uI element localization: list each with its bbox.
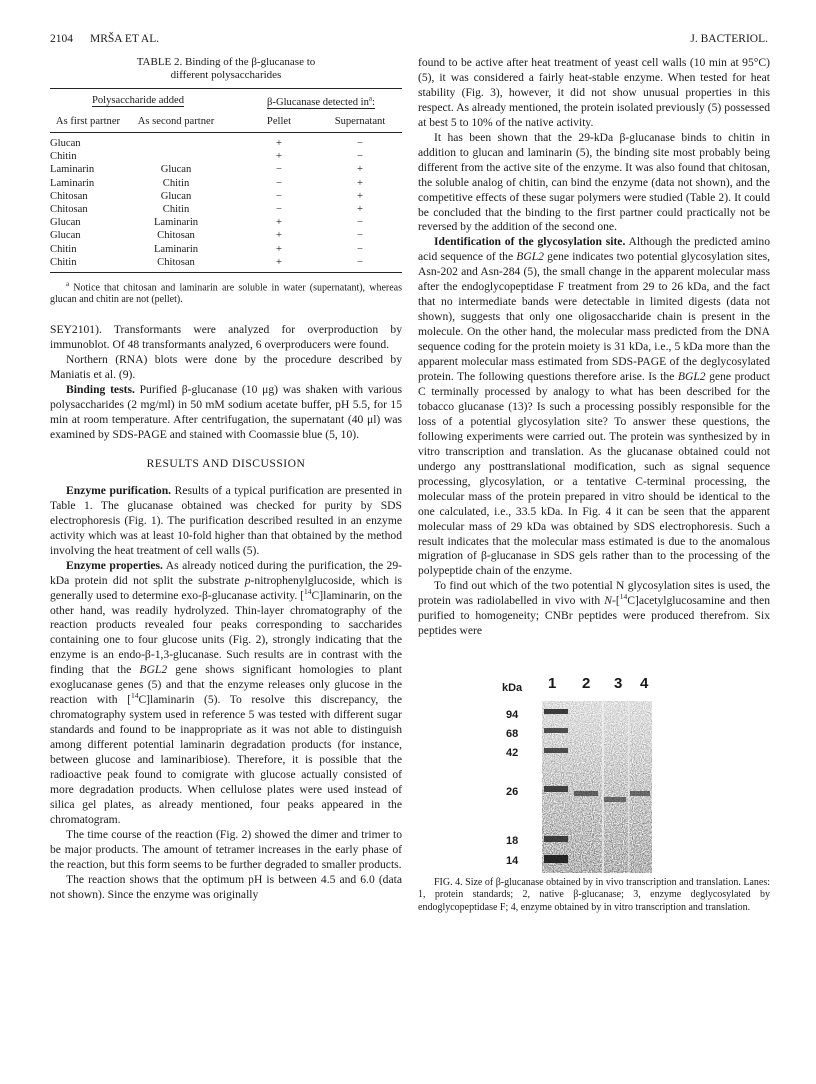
paragraph: The time course of the reaction (Fig. 2) showed the dimer and trimer to be major products. The amount of tetramer increases in the early phase of the reaction, but this form seems to be further degraded to smaller products. [50, 827, 402, 871]
section-heading: RESULTS AND DISCUSSION [146, 456, 306, 470]
paragraph: Enzyme properties. As already noticed during the purification, the 29-kDa protein did not split the substrate p-nitrophenylglucoside, which is generally used to determine exo-β-glucanase activity. [$^{14}$C]laminarin, on the other hand, was readily hydrolyzed. Thin-layer chromatography of the reaction products revealed four peaks corresponding to saccharides containing one to four glucose units (Fig. 2), strongly indicating that the enzyme is an endo-β-1,3-glucanase. Such results are in contrast with the finding that the BGL2 gene shows significant homologies to plant exoglucanase genes (5) and that the enzyme releases only glucose in the reaction with [$^{14}$C]laminarin (5). To resolve this discrepancy, the chromatography system used in reference 5 was tested with different sugar standards and found to be inappropriate as it was not able to distinguish among different potential laminarin degradation products (for instance, between glucose and laminaribiose). Therefore, it is possible that the radioactive peak found to comigrate with glucose actually consisted of more degradation products. When cellulose plates were used instead of silica gel plates, as already mentioned, four peaks appeared in the chromatogram. [50, 558, 403, 826]
table-2 [50, 56, 402, 306]
paragraph: Identification of the glycosylation site. Although the predicted amino acid sequence of the BGL2 gene indicates two potential glycosylation sites, Asn-202 and Asn-284 (5), the small change in the apparent molecular mass after the endoglycopeptidase F treatment from 29 to 26 kDa, and the fact that no intermediate bands were detectable in limited digests (data not shown), suggests that only one oligosaccharide chain is present in the molecule. On the other hand, the molecular mass predicted from the DNA sequence coding for the protein moiety is 31 kDa, i.e., 5 kDa more than the apparent molecular mass estimated from SDS-PAGE of the deglycosylated protein. The following questions therefore arise. Is the BGL2 gene product C terminally processed by analogy to what has been described for the tobacco glucanase (13)? Is such a processing possibly responsible for the loss of a potential glycosylation site? To answer these questions, the following experiments were carried out. The protein was synthesized by in vitro transcription and translation. As the glucanase obtained could not undergo any posttranslational modification, such as signal sequence processing, glycosylation, or a tentative C-terminal processing, the molecular mass of the protein prepared in vitro should be identical to the one calculated, i.e., 33.5 kDa. In Fig. 4 it can be seen that the apparent molecular mass of 29 kDa was obtained by SDS electrophoresis. Such a result indicates that the molecular mass estimated is due to the anomalous migration of β-glucanase in SDS gels rather than to the processing of the polypeptide chain of the enzyme. [418, 235, 770, 578]
table-row: Chitin + − [50, 151, 363, 163]
paragraph: Northern (RNA) blots were done by the procedure described by Maniatis et al. (9). [50, 353, 402, 382]
table-row: Glucan Chitosan + − [50, 230, 363, 242]
lane-label: 1 [548, 675, 557, 693]
paragraph: Binding tests. Purified β-glucanase (10 μg) was shaken with various polysaccharides (2 mg/ml) in 50 mM sodium acetate buffer, pH 5.5, for 15 min at room temperature. After centrifugation, the supernatant (40 μl) was examined by SDS-PAGE and stained with Coomassie blue (5, 10). [50, 383, 402, 441]
figure-4-caption: FIG. 4. Size of β-glucanase obtained by in vivo transcription and translation. Lanes: 1, protein standards; 2, native β-glucanase; 3, enzyme deglycosylated by endoglycopeptidase F; 4, enzyme obtained by in vitro transcription and translation. [418, 877, 770, 913]
table-2-title: TABLE 2. Binding of the β-glucanase to different polysaccharides [136, 56, 316, 81]
lane-label: 2 [582, 675, 591, 693]
marker-label: 42 [506, 747, 519, 760]
table-row: Laminarin Chitin − + [50, 177, 363, 189]
band [544, 786, 568, 792]
paragraph: Enzyme purification. Results of a typical purification are presented in Table 1. The glucanase obtained was checked for purity by SDS electrophoresis (Fig. 1). The purification described resulted in an enzyme activity which was at least 10-fold higher than that obtained by the method involving the heat treatment of cell walls (5). [50, 483, 403, 557]
table-row: Chitin Chitosan + − [50, 256, 363, 268]
table-2-col-pellet: Pellet [266, 115, 292, 127]
band [544, 748, 568, 753]
running-head [50, 33, 768, 49]
running-head-authors: MRŠA ET AL. [90, 33, 160, 45]
running-head-journal: J. BACTERIOL. [690, 33, 768, 45]
table-row: Chitosan Chitin − + [50, 203, 363, 215]
lane-label: 4 [640, 675, 649, 693]
band [604, 797, 626, 802]
band [544, 855, 568, 863]
lane-label: 3 [614, 675, 623, 693]
kda-label: kDa [502, 682, 523, 695]
table-2-group-header-right: β-Glucanase detected $in^a$: [267, 94, 375, 108]
table-row: Glucan Laminarin + − [50, 217, 363, 229]
paragraph: found to be active after heat treatment of yeast cell walls (10 min at 95°C) (5), it was considered a fairly heat-stable enzyme. When tested for heat stability (Fig. 3), however, it did not show unusual properties in this respect. As already mentioned, the protein isolated previously (5) possessed at best 5 to 10% of the native activity. [418, 56, 770, 129]
page-number: 2104 [50, 33, 73, 45]
right-column [418, 56, 770, 914]
table-2-col-second: As second partner [137, 115, 215, 127]
band [544, 728, 568, 733]
table-2-col-first: As first partner [55, 115, 121, 127]
paragraph: To find out which of the two potential N glycosylation sites is used, the protein was radiolabelled in vivo with N-[$^{14}$C]acetylglucosamine and then purified to homogeneity; CNBr peptides were produced therefrom. Six peptides were [418, 579, 770, 638]
band [574, 791, 598, 796]
left-column [50, 56, 402, 903]
table-2-group-header-left: Polysaccharide added [91, 94, 185, 106]
lane-gap [602, 701, 604, 873]
marker-label: 18 [506, 835, 519, 848]
gel-image [538, 675, 660, 875]
table-row: Laminarin Glucan − + [50, 164, 363, 176]
table-row: Chitin Laminarin + − [50, 243, 363, 255]
marker-label: 26 [506, 786, 519, 799]
band [544, 709, 568, 714]
figure-4 [418, 675, 770, 877]
lane-gap [628, 701, 630, 873]
paragraph: It has been shown that the 29-kDa β-glucanase binds to chitin in addition to glucan and laminarin (5), the binding site most probably being different from the active site of the enzyme. It was also found that chitosan, the soluble analog of chitin, can bind the enzyme (data not shown), and the competitive effects of these sugar polymers were studied (Table 2). It could be concluded that the binding to the first partner could practically not be reversed by the addition of the second one. [418, 130, 770, 234]
marker-label: 68 [506, 728, 519, 741]
marker-label: 94 [506, 709, 519, 722]
table-row: Glucan + − [50, 137, 363, 149]
band [544, 836, 568, 842]
table-2-grid [50, 89, 402, 272]
paragraph: The reaction shows that the optimum pH is between 4.5 and 6.0 (data not shown). Since the enzyme was originally [50, 872, 402, 901]
band [630, 791, 650, 796]
paragraph: SEY2101). Transformants were analyzed for overproduction by immunoblot. Of 48 transformants analyzed, 6 overproducers were found. [50, 323, 402, 352]
table-2-col-supernatant: Supernatant [334, 115, 386, 127]
marker-label: 14 [506, 855, 519, 868]
table-row: Chitosan Glucan − + [50, 190, 363, 202]
table-2-footnote: $^a$ Notice that chitosan and laminarin are soluble in water (supernatant), whereas glucan and chitin are not (pellet). [50, 279, 402, 306]
